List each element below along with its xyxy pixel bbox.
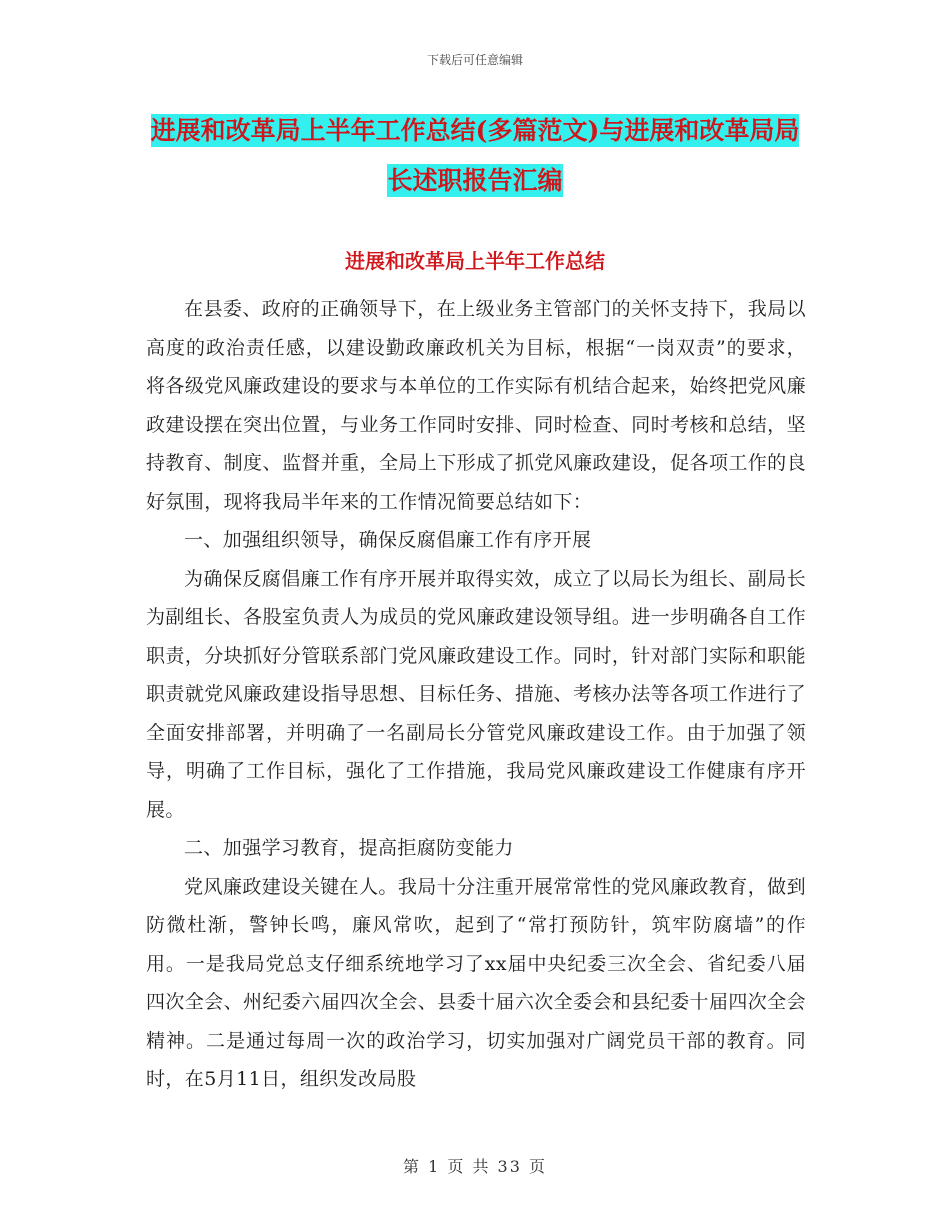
page-header: 下载后可任意编辑 (426, 53, 523, 67)
document-title (150, 106, 800, 206)
heading-education: 二、加强学习教育，提高拒腐防变能力 (184, 837, 514, 859)
paragraph-organization: 为确保反腐倡廉工作有序开展并取得实效，成立了以局长为组长、副局长为副组长、各股室负责人为成员的党风廉政建设领导组。进一步明确各自工作职责，分块抓好分管联系部门党风廉政建设工作。同时，针对部门实际和职能职责就党风廉政建设指导思想、目标任务、措施、考核办法等各项工作进行了全面安排部署，并明确了一名副局长分管党风廉政建设工作。由于加强了领导，明确了工作目标，强化了工作措施，我局党风廉政建设工作健康有序开展。 (146, 567, 806, 821)
document-body (146, 290, 806, 1099)
paragraph-education: 党风廉政建设关键在人。我局十分注重开展常常性的党风廉政教育，做到防微杜渐，警钟长鸣，廉风常吹，起到了“常打预防针，筑牢防腐墙”的作用。一是我局党总支仔细系统地学习了xx届中央纪委三次全会、省纪委八届四次全会、州纪委六届四次全会、县委十届六次全委会和县纪委十届四次全会精神。二是通过每周一次的政治学习，切实加强对广阔党员干部的教育。同时，在5月11日，组织发改局股 (146, 875, 806, 1090)
heading-organization: 一、加强组织领导，确保反腐倡廉工作有序开展 (184, 529, 592, 551)
paragraph-intro: 在县委、政府的正确领导下，在上级业务主管部门的关怀支持下，我局以高度的政治责任感，以建设勤政廉政机关为目标，根据“一岗双责”的要求，将各级党风廉政建设的要求与本单位的工作实际有机结合起来，始终把党风廉政建设摆在突出位置，与业务工作同时安排、同时检查、同时考核和总结，坚持教育、制度、监督并重，全局上下形成了抓党风廉政建设，促各项工作的良好氛围，现将我局半年来的工作情况简要总结如下： (146, 298, 806, 513)
section-title: 进展和改革局上半年工作总结 (345, 249, 605, 273)
document-title-text: 进展和改革局上半年工作总结(多篇范文)与进展和改革局局长述职报告汇编 (150, 116, 800, 195)
page-number: 第 1 页 共 33 页 (403, 1157, 547, 1176)
